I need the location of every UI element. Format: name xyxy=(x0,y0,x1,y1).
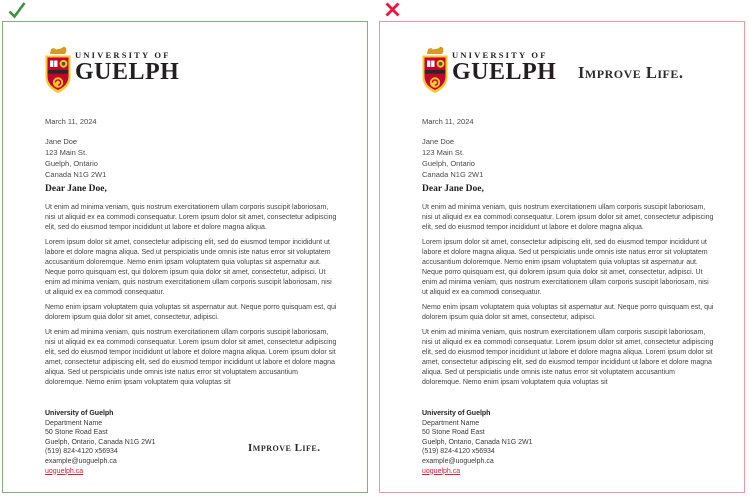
paragraph: Nemo enim ipsam voluptatem quia voluptas sit aspernatur aut. Neque porro quisquam est, qui dolorem ipsum quia dolor sit amet, consectetur, adipisci. xyxy=(422,304,714,321)
paragraph: Lorem ipsum dolor sit amet, consectetur adipiscing elit, sed do eiusmod tempor incididunt ut labore et dolore magna aliqua. Sed ut perspiciatis unde omnis iste natus error sit voluptatem accusantium doloremque. Nemo enim ipsam voluptatem quia voluptas sit aspernatur aut. Neque porro quisquam est, qui dolorem ipsum quia dolor sit amet, consectetur, adipisci. Ut enim ad minima veniam, quis nostrum exercitationem ullam corporis suscipit laboriosam, nisi ut aliquid ex ea commodi consequatur. xyxy=(45,239,332,296)
recipient-address xyxy=(422,136,483,180)
uoguelph-crest-icon xyxy=(44,44,72,96)
uoguelph-logo xyxy=(421,44,556,96)
uoguelph-crest-icon xyxy=(421,44,449,96)
letter-footer xyxy=(422,409,533,476)
recipient-street: 123 Main St. xyxy=(422,148,465,157)
checkmark-icon xyxy=(7,1,27,20)
letter-date: March 11, 2024 xyxy=(45,117,97,126)
footer-phone: (519) 824-4120 x56934 xyxy=(45,448,118,456)
recipient-address xyxy=(45,136,106,180)
improve-life-tagline-bottom: Improve Life. xyxy=(248,442,321,454)
recipient-postal: Canada N1G 2W1 xyxy=(45,170,107,179)
paragraph: Ut enim ad minima veniam, quis nostrum exercitationem ullam corporis suscipit laboriosam, nisi ut aliquid ex ea commodi consequatur. Lorem ipsum dolor sit amet, consectetur adipiscing elit, sed do eiusmod tempor incididunt ut labore et dolore magna aliqua. xyxy=(422,204,714,231)
letter-footer xyxy=(45,409,156,476)
paragraph: Ut enim ad minima veniam, quis nostrum exercitationem ullam corporis suscipit laboriosam, nisi ut aliquid ex ea commodi consequatur. Lorem ipsum dolor sit amet, consectetur adipiscing elit, sed do eiusmod tempor incididunt ut labore et dolore magna aliqua. Lorem ipsum dolor sit amet, consectetur adipiscing elit, sed do eiusmod tempor incididunt ut labore et dolore magna aliqua. Sed ut perspiciatis unde omnis iste natus error sit voluptatem accusantium doloremque. Nemo enim ipsam voluptatem quia voluptas sit xyxy=(422,329,714,386)
footer-phone: (519) 824-4120 x56934 xyxy=(422,448,495,456)
uoguelph-wordmark xyxy=(75,44,179,84)
footer-org: University of Guelph xyxy=(45,410,114,417)
footer-website-link[interactable]: uoguelph.ca xyxy=(45,467,84,475)
salutation: Dear Jane Doe, xyxy=(422,184,484,194)
wordmark-guelph: GUELPH xyxy=(75,59,180,85)
letter-body xyxy=(422,203,714,393)
footer-department: Department Name xyxy=(45,419,103,427)
footer-department: Department Name xyxy=(422,419,480,427)
recipient-name: Jane Doe xyxy=(45,137,78,146)
correct-example xyxy=(2,0,373,497)
improve-life-tagline-top: Improve Life. xyxy=(578,63,684,82)
recipient-name: Jane Doe xyxy=(422,137,455,146)
footer-email: example@uoguelph.ca xyxy=(45,457,117,465)
recipient-city: Guelph, Ontario xyxy=(422,159,475,168)
recipient-city: Guelph, Ontario xyxy=(45,159,98,168)
paragraph: Ut enim ad minima veniam, quis nostrum exercitationem ullam corporis suscipit laboriosam, nisi ut aliquid ex ea commodi consequatur. Lorem ipsum dolor sit amet, consectetur adipiscing elit, sed do eiusmod tempor incididunt ut labore et dolore magna aliqua. xyxy=(45,204,337,231)
x-icon xyxy=(384,1,404,20)
paragraph: Ut enim ad minima veniam, quis nostrum exercitationem ullam corporis suscipit laboriosam, nisi ut aliquid ex ea commodi consequatur. Lorem ipsum dolor sit amet, consectetur adipiscing elit, sed do eiusmod tempor incididunt ut labore et dolore magna aliqua. Lorem ipsum dolor sit amet, consectetur adipiscing elit, sed do eiusmod tempor incididunt ut labore et dolore magna aliqua. Sed ut perspiciatis unde omnis iste natus error sit voluptatem accusantium doloremque. Nemo enim ipsam voluptatem quia voluptas sit xyxy=(45,329,337,386)
salutation: Dear Jane Doe, xyxy=(45,184,107,194)
correct-letterhead xyxy=(2,21,368,493)
footer-address2: Guelph, Ontario, Canada N1G 2W1 xyxy=(422,438,533,446)
incorrect-letterhead xyxy=(379,21,745,493)
uoguelph-wordmark xyxy=(452,44,556,84)
paragraph: Nemo enim ipsam voluptatem quia voluptas sit aspernatur aut. Neque porro quisquam est, qui dolorem ipsum quia dolor sit amet, consectetur, adipisci. xyxy=(45,304,337,321)
paragraph: Lorem ipsum dolor sit amet, consectetur adipiscing elit, sed do eiusmod tempor incididunt ut labore et dolore magna aliqua. Sed ut perspiciatis unde omnis iste natus error sit voluptatem accusantium doloremque. Nemo enim ipsam voluptatem quia voluptas sit aspernatur aut. Neque porro quisquam est, qui dolorem ipsum quia dolor sit amet, consectetur, adipisci. Ut enim ad minima veniam, quis nostrum exercitationem ullam corporis suscipit laboriosam, nisi ut aliquid ex ea commodi consequatur. xyxy=(422,239,709,296)
footer-address1: 50 Stone Road East xyxy=(45,429,108,437)
footer-org: University of Guelph xyxy=(422,410,491,417)
letter-body xyxy=(45,203,337,393)
wordmark-university-of: UNIVERSITY OF xyxy=(75,50,171,60)
letter-date: March 11, 2024 xyxy=(422,117,474,126)
footer-address1: 50 Stone Road East xyxy=(422,429,485,437)
recipient-street: 123 Main St. xyxy=(45,148,88,157)
recipient-postal: Canada N1G 2W1 xyxy=(422,170,484,179)
footer-address2: Guelph, Ontario, Canada N1G 2W1 xyxy=(45,438,156,446)
footer-website-link[interactable]: uoguelph.ca xyxy=(422,467,461,475)
wordmark-guelph: GUELPH xyxy=(452,59,557,85)
incorrect-example xyxy=(379,0,750,497)
uoguelph-logo xyxy=(44,44,179,96)
wordmark-university-of: UNIVERSITY OF xyxy=(452,50,548,60)
footer-email: example@uoguelph.ca xyxy=(422,457,494,465)
